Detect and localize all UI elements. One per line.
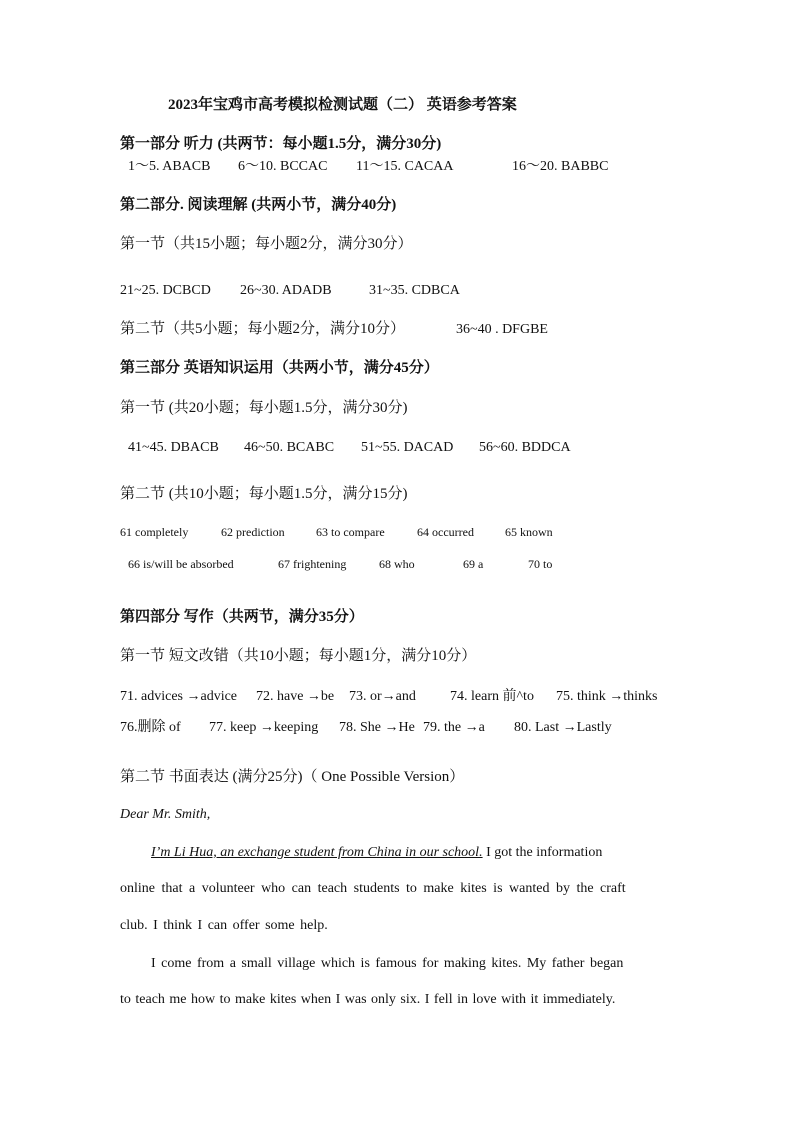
part2-section1-heading: 第一节（共15小题；每小题2分，满分30分） (120, 236, 413, 252)
part3-blank-answer: 66 is/will be absorbed (128, 557, 234, 571)
part4-section1-heading: 第一节 短文改错（共10小题；每小题1分，满分10分） (120, 648, 477, 664)
part3-blank-answer: 62 prediction (221, 525, 285, 539)
part3-blank-answer: 64 occurred (417, 525, 474, 539)
correction-answer: 80. Last →Lastly (514, 720, 612, 735)
part2-heading: 第二部分. 阅读理解 (共两小节，满分40分) (120, 197, 397, 213)
page-title: 2023年宝鸡市高考模拟检测试题（二） 英语参考答案 (168, 97, 517, 113)
part1-answer-2: 6～10. BCCAC (238, 159, 328, 174)
part3-blank-answer: 65 known (505, 525, 553, 539)
part1-heading: 第一部分 听力 (共两节：每小题1.5分，满分30分) (120, 136, 442, 152)
letter-paragraph1-line2: online that a volunteer who can teach students to make kites is wanted by the craft (120, 881, 626, 896)
part1-answer-1: 1～5. ABACB (128, 159, 211, 174)
part2-answer-2: 26~30. ADADB (240, 283, 332, 298)
letter-self-introduction: I’m Li Hua, an exchange student from China in our school. (151, 845, 483, 860)
letter-line-text: I got the information (482, 845, 603, 860)
part3-answer-4: 56~60. BDDCA (479, 440, 571, 455)
part3-answer-2: 46~50. BCABC (244, 440, 335, 455)
part1-answer-4: 16～20. BABBC (512, 159, 609, 174)
part3-heading: 第三部分 英语知识运用（共两小节，满分45分） (120, 360, 439, 376)
part2-answer-3: 31~35. CDBCA (369, 283, 460, 298)
correction-answer: 72. have →be (256, 689, 335, 704)
letter-paragraph1-line3: club. I think I can offer some help. (120, 918, 328, 933)
part3-blank-answer: 63 to compare (316, 525, 385, 539)
correction-answer: 71. advices →advice (120, 689, 238, 704)
correction-answer: 77. keep →keeping (209, 720, 319, 735)
correction-answer: 76.删除 of (120, 720, 181, 735)
part4-heading: 第四部分 写作（共两节，满分35分） (120, 609, 364, 625)
part3-blank-answer: 67 frightening (278, 557, 347, 571)
part1-answer-3: 11～15. CACAA (356, 159, 454, 174)
letter-salutation: Dear Mr. Smith, (120, 807, 211, 822)
correction-answer: 78. She →He (339, 720, 415, 735)
correction-answer: 74. learn 前^to (450, 689, 534, 704)
part2-answer-1: 21~25. DCBCD (120, 283, 211, 298)
correction-answer: 79. the →a (423, 720, 485, 735)
correction-answer: 73. or→and (349, 689, 416, 704)
part3-answer-1: 41~45. DBACB (128, 440, 219, 455)
part2-section2-answer: 36~40 . DFGBE (456, 322, 548, 337)
part3-blank-answer: 68 who (379, 557, 415, 571)
part3-section2-heading: 第二节 (共10小题；每小题1.5分，满分15分) (120, 486, 408, 502)
letter-paragraph2-line2: to teach me how to make kites when I was only six. I fell in love with it immediately. (120, 992, 616, 1007)
letter-paragraph1-line1 (151, 846, 602, 860)
correction-answer: 75. think →thinks (556, 689, 658, 704)
part4-section2-heading: 第二节 书面表达 (满分25分)（ One Possible Version） (120, 769, 465, 785)
part3-answer-3: 51~55. DACAD (361, 440, 454, 455)
letter-paragraph2-line1: I come from a small village which is famous for making kites. My father began (151, 956, 624, 971)
part3-blank-answer: 61 completely (120, 525, 189, 539)
part3-blank-answer: 69 a (463, 557, 484, 571)
part2-section2-heading: 第二节（共5小题；每小题2分，满分10分） (120, 321, 406, 337)
part3-section1-heading: 第一节 (共20小题；每小题1.5分，满分30分) (120, 400, 408, 416)
part3-blank-answer: 70 to (528, 557, 553, 571)
